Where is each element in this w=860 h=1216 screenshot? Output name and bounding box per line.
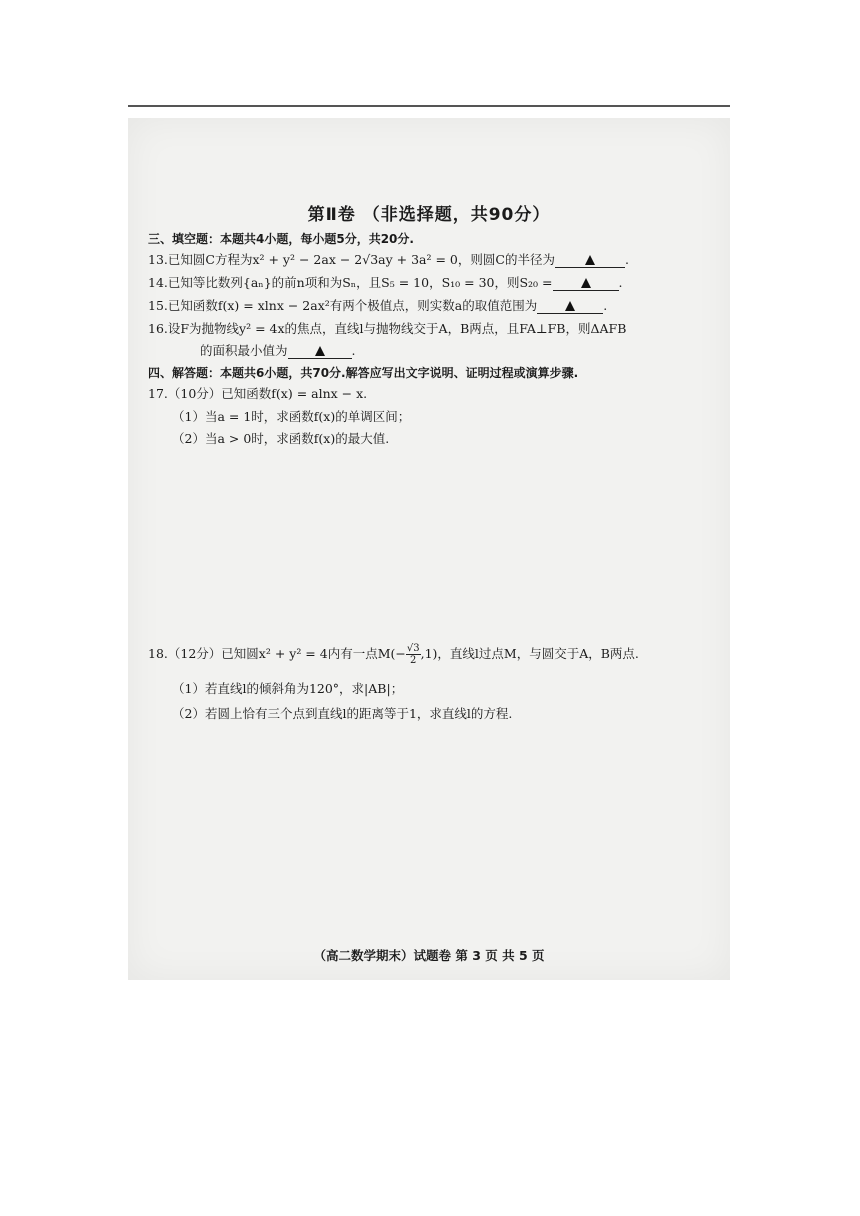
solutions-heading: 四、解答题：本题共6小题，共70分.解答应写出文字说明、证明过程或演算步骤. — [148, 366, 579, 380]
page-footer: （高二数学期末）试题卷 第 3 页 共 5 页 — [313, 948, 545, 963]
answer-blank-15 — [537, 299, 603, 314]
question-13 — [148, 252, 629, 268]
question-16-line2 — [200, 343, 356, 359]
triangle-icon — [315, 346, 325, 356]
question-16-text: 的面积最小值为 — [200, 343, 288, 358]
question-16-end: . — [351, 343, 356, 358]
question-18-stem-a: 18.（12分）已知圆x² + y² = 4内有一点M(− — [148, 646, 406, 661]
question-15-end: . — [603, 298, 608, 313]
question-13-text: 13.已知圆C方程为x² + y² − 2ax − 2√3ay + 3a² = 0，则圆C的半径为 — [148, 252, 555, 267]
fill-in-heading: 三、填空题：本题共4小题，每小题5分，共20分. — [148, 232, 414, 246]
question-15 — [148, 298, 607, 314]
question-17-part2: （2）当a > 0时，求函数f(x)的最大值. — [172, 431, 390, 446]
top-rule — [128, 105, 730, 107]
section-title: 第Ⅱ卷 （非选择题，共90分） — [307, 205, 551, 225]
question-18-stem — [148, 643, 639, 666]
fraction-numerator: √3 — [406, 643, 420, 654]
scanned-sheet — [128, 118, 730, 980]
question-17-stem: 17.（10分）已知函数f(x) = alnx − x. — [148, 386, 368, 401]
question-18-part1: （1）若直线l的倾斜角为120°，求|AB|； — [172, 681, 404, 696]
triangle-icon — [581, 278, 591, 288]
answer-blank-16 — [288, 344, 352, 359]
question-14-text: 14.已知等比数列{aₙ}的前n项和为Sₙ，且S₅ = 10，S₁₀ = 30，则S₂₀ = — [148, 275, 553, 290]
question-16-line1: 16.设F为抛物线y² = 4x的焦点，直线l与抛物线交于A，B两点，且FA⊥FB，则ΔAFB — [148, 321, 627, 336]
triangle-icon — [585, 255, 595, 265]
question-18-part2: （2）若圆上恰有三个点到直线l的距离等于1，求直线l的方程. — [172, 706, 513, 721]
triangle-icon — [565, 301, 575, 311]
question-15-text: 15.已知函数f(x) = xlnx − 2ax²有两个极值点，则实数a的取值范围为 — [148, 298, 538, 313]
question-17-part1: （1）当a = 1时，求函数f(x)的单调区间； — [172, 409, 411, 424]
fraction-denominator: 2 — [410, 655, 417, 666]
question-13-end: . — [624, 252, 629, 267]
question-18-stem-b: ,1)，直线l过点M，与圆交于A，B两点. — [420, 646, 639, 661]
question-14-end: . — [618, 275, 623, 290]
answer-blank-13 — [555, 253, 625, 268]
answer-blank-14 — [553, 276, 619, 291]
fraction — [406, 643, 421, 666]
question-14 — [148, 275, 623, 291]
